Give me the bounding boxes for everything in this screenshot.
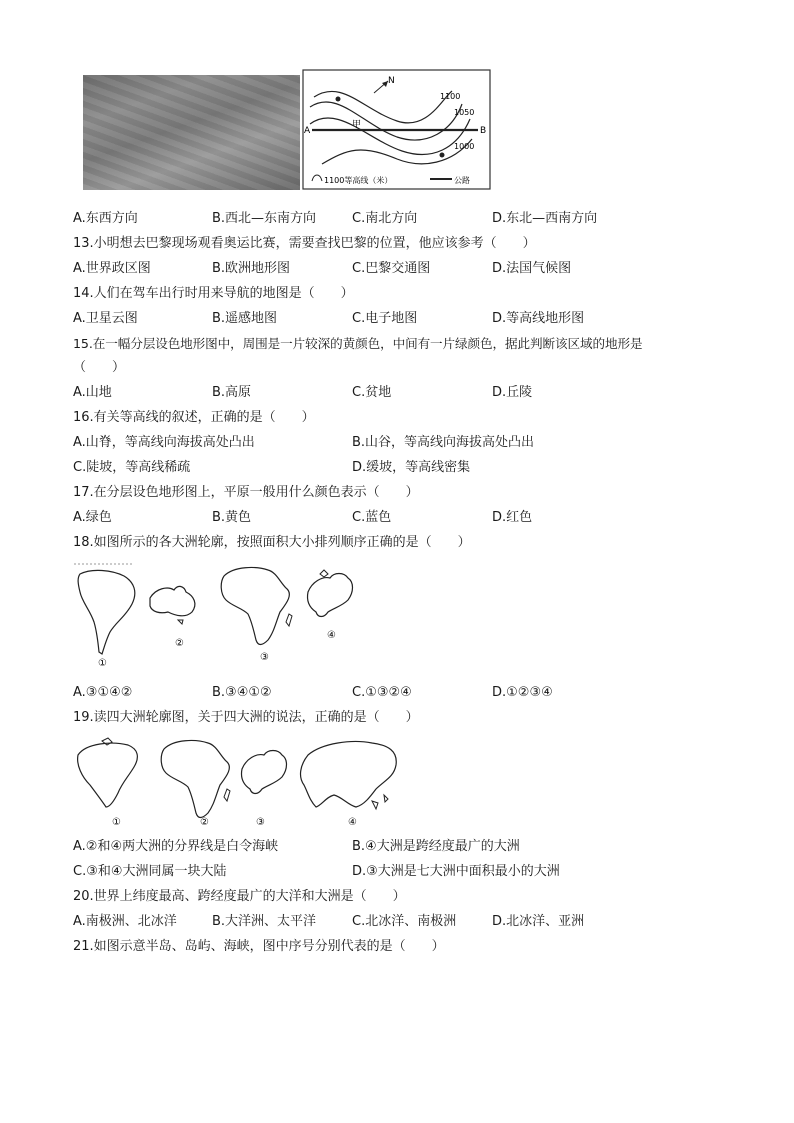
q13-option-c[interactable]: C.巴黎交通图 xyxy=(352,261,431,276)
continent-outlines-q19 xyxy=(72,735,412,830)
q17-option-c[interactable]: C.蓝色 xyxy=(352,510,392,525)
q19-label-3: ③ xyxy=(256,817,265,828)
q20-option-b[interactable]: B.大洋洲、太平洋 xyxy=(212,914,317,929)
q18-option-d[interactable]: D.①②③④ xyxy=(492,685,553,700)
q17-option-a[interactable]: A.绿色 xyxy=(73,510,112,525)
legend-contour: 1100等高线（米） xyxy=(324,176,393,185)
q16-stem: 16.有关等高线的叙述，正确的是（ ） xyxy=(73,410,315,425)
terrain-photo xyxy=(83,75,300,190)
q19-option-b[interactable]: B.④大洲是跨经度最广的大洲 xyxy=(352,839,520,854)
q14-option-c[interactable]: C.电子地图 xyxy=(352,311,418,326)
q17-option-d[interactable]: D.红色 xyxy=(492,510,533,525)
q15-stem-line2: （ ） xyxy=(73,360,126,375)
q15-option-b[interactable]: B.高原 xyxy=(212,385,252,400)
q19-label-2: ② xyxy=(200,817,209,828)
q12-option-a[interactable]: A.东西方向 xyxy=(73,211,138,226)
q15-stem-line1: 15.在一幅分层设色地形图中，周围是一片较深的黄颜色，中间有一片绿颜色，据此判断该区域的地形是 xyxy=(73,336,643,351)
contour-label-1000: 1000 xyxy=(454,142,475,151)
q13-option-a[interactable]: A.世界政区图 xyxy=(73,261,151,276)
q17-option-b[interactable]: B.黄色 xyxy=(212,510,252,525)
q16-option-b[interactable]: B.山谷，等高线向海拔高处凸出 xyxy=(352,435,535,450)
q18-label-2: ② xyxy=(175,638,184,649)
north-label: N xyxy=(388,76,395,86)
q17-stem: 17.在分层设色地形图上，平原一般用什么颜色表示（ ） xyxy=(73,485,419,500)
q18-label-3: ③ xyxy=(260,652,269,663)
q14-stem: 14.人们在驾车出行时用来导航的地图是（ ） xyxy=(73,286,354,301)
q18-option-c[interactable]: C.①③②④ xyxy=(352,685,412,700)
q19-option-c[interactable]: C.③和④大洲同属一块大陆 xyxy=(73,864,227,879)
label-b: B xyxy=(480,126,487,136)
q12-option-c[interactable]: C.南北方向 xyxy=(352,211,418,226)
q16-option-c[interactable]: C.陡坡，等高线稀疏 xyxy=(73,460,191,475)
q12-option-d[interactable]: D.东北—西南方向 xyxy=(492,211,598,226)
q14-option-d[interactable]: D.等高线地形图 xyxy=(492,311,585,326)
q20-option-c[interactable]: C.北冰洋、南极洲 xyxy=(352,914,457,929)
q19-stem: 19.读四大洲轮廓图，关于四大洲的说法，正确的是（ ） xyxy=(73,710,419,725)
q15-option-c[interactable]: C.贫地 xyxy=(352,385,392,400)
q19-label-1: ① xyxy=(112,817,121,828)
q13-option-d[interactable]: D.法国气候图 xyxy=(492,261,572,276)
q15-option-a[interactable]: A.山地 xyxy=(73,385,112,400)
contour-label-1050: 1050 xyxy=(454,108,475,117)
q14-option-a[interactable]: A.卫星云图 xyxy=(73,311,138,326)
q16-option-a[interactable]: A.山脊，等高线向海拔高处凸出 xyxy=(73,435,255,450)
label-a: A xyxy=(304,126,311,136)
continent-outlines-q18 xyxy=(72,562,372,670)
q20-option-a[interactable]: A.南极洲、北冰洋 xyxy=(73,914,177,929)
q13-stem: 13.小明想去巴黎现场观看奥运比赛，需要查找巴黎的位置，他应该参考（ ） xyxy=(73,236,536,251)
q18-label-4: ④ xyxy=(327,630,336,641)
q16-option-d[interactable]: D.缓坡，等高线密集 xyxy=(352,460,471,475)
q13-option-b[interactable]: B.欧洲地形图 xyxy=(212,261,291,276)
q20-option-d[interactable]: D.北冰洋、亚洲 xyxy=(492,914,585,929)
q19-option-a[interactable]: A.②和④两大洲的分界线是白令海峡 xyxy=(73,839,279,854)
contour-map xyxy=(302,69,492,191)
q14-option-b[interactable]: B.遥感地图 xyxy=(212,311,278,326)
q15-option-d[interactable]: D.丘陵 xyxy=(492,385,533,400)
q12-option-b[interactable]: B.西北—东南方向 xyxy=(212,211,317,226)
q18-stem: 18.如图所示的各大洲轮廓，按照面积大小排列顺序正确的是（ ） xyxy=(73,535,471,550)
q19-label-4: ④ xyxy=(348,817,357,828)
q19-option-d[interactable]: D.③大洲是七大洲中面积最小的大洲 xyxy=(352,864,560,879)
contour-label-1100: 1100 xyxy=(440,92,461,101)
q18-option-b[interactable]: B.③④①② xyxy=(212,685,272,700)
label-jia: 甲 xyxy=(352,120,362,130)
legend-road: 公路 xyxy=(454,176,470,185)
q20-stem: 20.世界上纬度最高、跨经度最广的大洋和大洲是（ ） xyxy=(73,889,406,904)
q21-stem: 21.如图示意半岛、岛屿、海峡，图中序号分别代表的是（ ） xyxy=(73,939,445,954)
q18-label-1: ① xyxy=(98,658,107,669)
q18-option-a[interactable]: A.③①④② xyxy=(73,685,133,700)
